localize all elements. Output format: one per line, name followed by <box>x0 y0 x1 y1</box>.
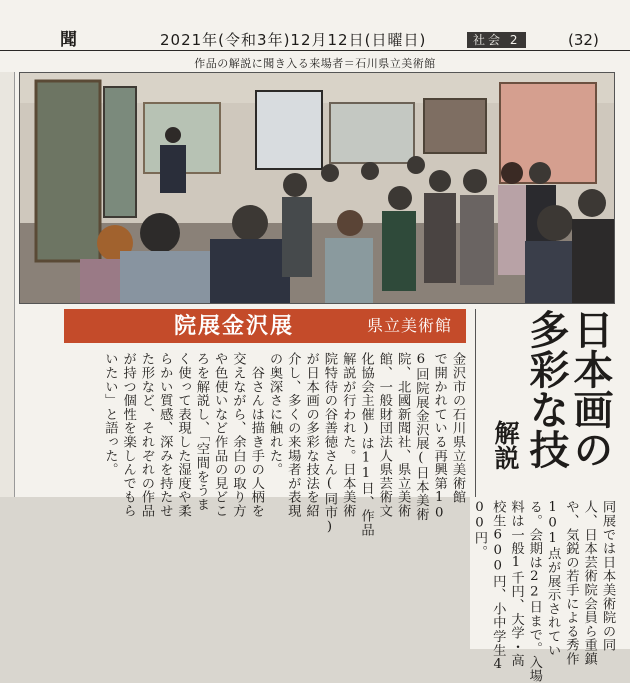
adjacent-column-edge <box>0 72 15 497</box>
headline-divider <box>475 309 476 497</box>
gallery-photo-illustration <box>20 73 614 303</box>
gallery-photo <box>19 72 615 304</box>
article-continuation: 同展では日本美術院の同 人、日本芸術院会員ら重鎮 や、気鋭の若手による秀作 101点が展示されてい る。会期は22日まで。入場 料は一般1千円、大学・高 校生600円、小中学生4 00円。 <box>476 500 622 645</box>
event-title: 院展金沢展 <box>174 313 295 339</box>
article-body: 金沢市の石川県立美術館 で開かれている再興第10 6回院展金沢展(日本美術 院、北國新聞社、県立美術 館、一般財団法人県芸術文 化協会主催)は11日、作品 解説が行われた。日本美術 院特待の谷善徳さん(同市) が日本画の多彩な技法を紹 介し、多くの来場者が表現 の奥深さに触れた。 谷さんは描き手の人柄を 交えながら、余白の取り方 や色使いなど作品の見どこ ろを解説し、「空間をうま く使って表現した湿度や柔 らかい質感、深みを持たせ た形など、それぞれの作品 が持つ個性を楽しんでもら いたい」と語った。 <box>102 352 465 537</box>
subheadline: 解説 <box>491 420 520 470</box>
photo-caption: 作品の解説に聞き入る来場者＝石川県立美術館 <box>194 57 436 70</box>
page-number: (32) <box>568 31 599 49</box>
issue-date: 2021年(令和3年)12月12日(日曜日) <box>160 31 427 49</box>
venue-label: 県立美術館 <box>367 316 453 335</box>
masthead: 聞 <box>60 30 77 50</box>
section-label: 社会 2 <box>467 32 526 48</box>
event-banner <box>64 309 466 343</box>
article-continuation-panel <box>470 497 630 683</box>
header-rule <box>0 50 630 51</box>
page-header <box>0 30 630 50</box>
headline: 日本画の 多彩な技 <box>523 309 614 469</box>
